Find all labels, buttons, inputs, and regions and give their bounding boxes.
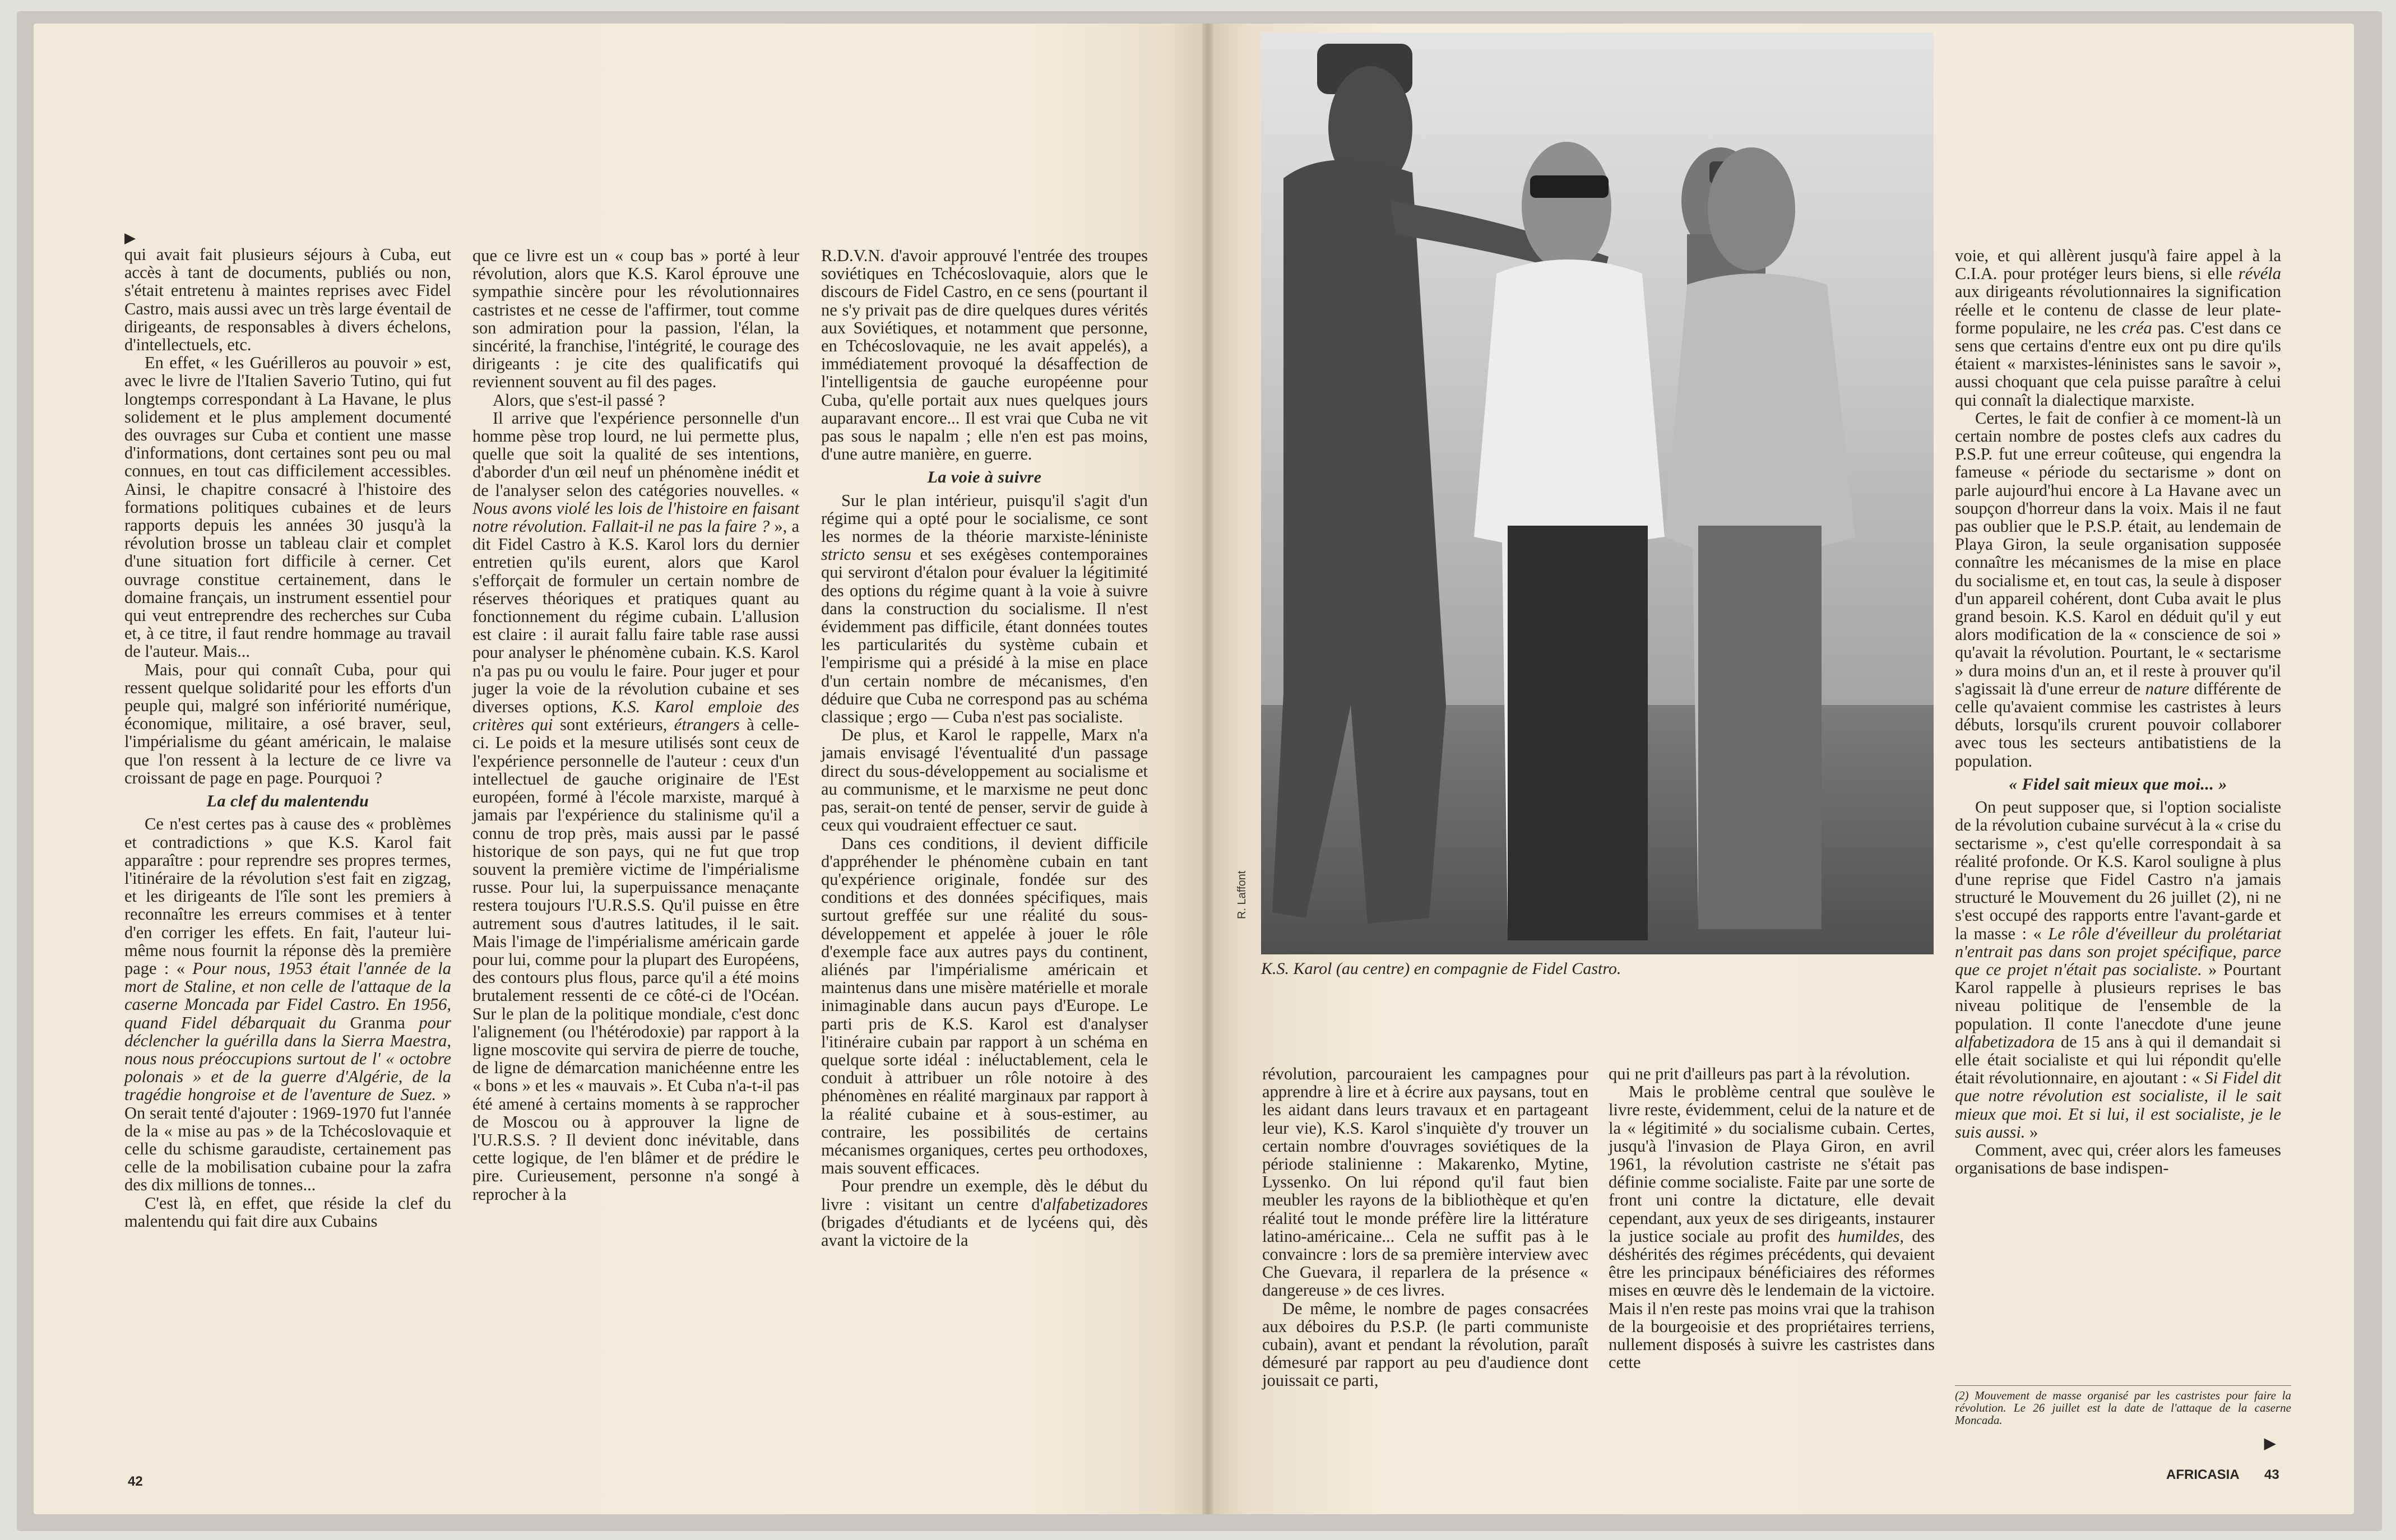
column-4 [1262, 1065, 1588, 1390]
column-1 [124, 231, 451, 1230]
binding-gutter [1202, 24, 1213, 1514]
photo-karol-castro [1261, 33, 1934, 954]
photo-credit: R. Laffont [1236, 870, 1248, 919]
paragraph: Ce n'est certes pas à cause des « problèmes et contradictions » que K.S. Karol fait apparaître : pour reprendre ses propres termes, l'itinéraire de la révolution s'est fait en zigzag, et les dirigeants de l'île sont les premiers à reconnaître les erreurs commises et à tenter d'en corriger les effets. En fait, l'auteur lui-même nous fournit la réponse dès la première page : « Pour nous, 1953 était l'année de la mort de Staline, et non celle de l'attaque de la caserne Moncada par Fidel Castro. En 1956, quand Fidel débarquait du Granma pour déclencher la guérilla dans la Sierra Maestra, nous nous préoccupions surtout de l' « octobre polonais » et de la guerre d'Algérie, de la tragédie hongroise et de l'aventure de Suez. » On serait tenté d'ajouter : 1969-1970 fut l'année de la « mise au pas » de la Tchécoslovaquie et celle du schisme garaudiste, certainement pas celle de la mobilisation cubaine pour la zafra des dix millions de tonnes... [124, 814, 452, 1195]
paragraph: qui avait fait plusieurs séjours à Cuba, eut accès à tant de documents, publiés ou non, s'était entretenu à maintes reprises avec Fidel Castro, mais aussi avec un très large éventail de dirigeants, de responsables à divers échelons, d'intellectuels, etc. [124, 245, 451, 355]
paragraph: qui ne prit d'ailleurs pas part à la révolution. [1609, 1064, 1911, 1083]
continuation-arrow-icon: ▶ [124, 230, 136, 246]
photo-illustration [1261, 33, 1934, 954]
paragraph: Sur le plan intérieur, puisqu'il s'agit d'un régime qui a opté pour le socialisme, ce sont les normes de la théorie marxiste-léniniste stricto sensu et ses exégèses contemporaines qui serviront d'étalon pour évaluer la légitimité des options du régime quant à la voie à suivre dans la construction du socialisme. Il n'est évidemment pas difficile, étant données toutes les particularités du système cubain et l'empirisme qui a présidé à la mise en place d'un certain nombre de mécanismes, d'en déduire que Cuba ne correspond pas au schéma classique ; ergo — Cuba n'est pas socialiste. [821, 490, 1148, 727]
paragraph: Comment, avec qui, créer alors les fameuses organisations de base indispen- [1955, 1140, 2281, 1178]
column-3 [821, 247, 1148, 1249]
section-heading: « Fidel sait mieux que moi... » [2009, 774, 2227, 794]
footnote: (2) Mouvement de masse organisé par les castristes pour faire la révolution. Le 26 juillet est la date de l'attaque de la caserne Moncada. [1955, 1385, 2291, 1426]
photo-caption: K.S. Karol (au centre) en compagnie de Fidel Castro. [1261, 959, 1621, 978]
paragraph: Il arrive que l'expérience personnelle d'un homme pèse trop lourd, ne lui permette plus, quelle que soit la qualité de ses intentions, d'aborder d'un œil neuf un phénomène inédit et de l'analyser selon des catégories nouvelles. « Nous avons violé les lois de l'histoire en faisant notre révolution. Fallait-il ne pas la faire ? », a dit Fidel Castro à K.S. Karol lors du dernier entretien qu'ils eurent, alors que Karol s'efforçait de formuler un certain nombre de réserves théoriques et pratiques quant au fonctionnement du régime cubain. L'allusion est claire : il aurait fallu faire table rase aussi pour analyser le phénomène cubain. K.S. Karol n'a pas pu ou voulu le faire. Pour juger et pour juger la voie de la révolution cubaine et ses diverses options, K.S. Karol emploie des critères qui sont extérieurs, étrangers à celle-ci. Le poids et la mesure utilisés sont ceux de l'expérience personnelle de l'auteur : ceux d'un intellectuel de gauche originaire de l'Est européen, formé à l'école marxiste, marqué à jamais par l'expérience du stalinisme qu'il a connu de trop près, mais aussi par le passé historique de son pays, qui ne fut que trop souvent la première victime de l'impérialisme russe. Pour lui, la superpuissance menaçante restera toujours l'U.R.S.S. Qu'il puisse en être autrement sous d'autres latitudes, il le sait. Mais l'image de l'impérialisme américain garde pour lui, comme pour la plupart des Européens, des contours plus flous, parce qu'il a été moins brutalement ressenti de ce côté-ci de l'Océan. Sur le plan de la politique mondiale, c'est donc l'alignement (ou l'hétérodoxie) par rapport à la ligne moscovite qui servira de pierre de touche, de ligne de démarcation manichéenne entre les « bons » et les « mauvais ». Et Cuba n'a-t-il pas été amené à certains moments à se rapprocher de Moscou ou à approuver la ligne de l'U.R.S.S. ? Il devient donc inévitable, dans cette logique, de l'en blâmer et de prédire le pire. Curieusement, personne n'a songé à reprocher à la [472, 408, 800, 1204]
paragraph: Mais le problème central que soulève le livre reste, évidemment, celui de la nature et de la « légitimité » du socialisme cubain. Certes, jusqu'à l'invasion de Playa Giron, en avril 1961, la révolution castriste ne s'était pas définie comme socialiste. Faite par une sorte de front uni contre la dictature, elle devait cependant, aux yeux de ses dirigeants, instaurer la justice sociale au profit des humildes, des déshérités des régimes précédents, qui devaient être les principaux bénéficiaires des réformes mises en œuvre dès le lendemain de la victoire. Mais il n'en reste pas moins vrai que la trahison de la bourgeoisie et des propriétaires terriens, nullement disposés à suivre les castristes dans cette [1609, 1082, 1935, 1372]
paragraph: En effet, « les Guérilleros au pouvoir » est, avec le livre de l'Italien Saverio Tutino, qui fut longtemps correspondant à La Havane, le plus solidement et le plus amplement documenté des ouvrages sur Cuba et contient une masse d'informations, dont certaines sont peu ou mal connues, en tout cas difficilement accessibles. Ainsi, le chapitre consacré à l'histoire des formations politiques cubaines et de leurs rapports depuis les années 30 jusqu'à la révolution brosse un tableau clair et complet d'une situation fort difficile à cerner. Cet ouvrage constitue certainement, dans le domaine français, un instrument essentiel pour qui veut entreprendre des recherches sur Cuba et, à ce titre, il faut rendre hommage au travail de l'auteur. Mais... [124, 353, 451, 661]
column-5 [1609, 1065, 1935, 1371]
continuation-arrow-icon: ▶ [2264, 1435, 2275, 1451]
paragraph: C'est là, en effet, que réside la clef du malentendu qui fait dire aux Cubains [124, 1193, 451, 1231]
paragraph: Pour prendre un exemple, dès le début du livre : visitant un centre d'alfabetizadores (brigades d'étudiants et de lycéens qui, dès avant la victoire de la [821, 1176, 1148, 1250]
paragraph: Certes, le fait de confier à ce moment-là un certain nombre de postes clefs aux cadres du P.S.P. fut une erreur coûteuse, qui engendra la fameuse « période du sectarisme » dont on parle aujourd'hui encore à La Havane avec un soupçon d'horreur dans la voix. Mais il ne faut pas oublier que le P.S.P. était, au lendemain de Playa Giron, la seule organisation supposée connaître les mécanismes de la mise en place du socialisme et, en tout cas, la seule à disposer d'un appareil cohérent, dont Cuba avait le plus grand besoin. K.S. Karol en déduit qu'il y eut alors modification de la « conscience de soi » qu'avait la révolution. Pourtant, le « sectarisme » dura moins d'un an, et il reste à prouver qu'il s'agissait là d'une erreur de nature différente de celle qu'avaient commise les castristes à leurs débuts, lorsqu'ils crurent pouvoir collaborer avec tous les secteurs antibatistiens de la population. [1955, 408, 2281, 771]
paragraph: On peut supposer que, si l'option socialiste de la révolution cubaine survécut à la « crise du sectarisme », c'est qu'elle correspondait à sa réalité profonde. Or K.S. Karol souligne à plus d'une reprise que Fidel Castro n'a jamais structuré le Mouvement du 26 juillet (2), ni ne s'est occupé des rapports entre l'avant-garde et la masse : « Le rôle d'éveilleur du prolétariat n'entrait pas dans son projet spécifique, parce que ce projet n'était pas socialiste. » Pourtant Karol rappelle à plusieurs reprises le bas niveau politique de l'ensemble de la population. Il conte l'anecdote d'une jeune alfabetizadora de 15 ans à qui il demandait si elle était socialiste et qui lui répondit qu'elle était révolutionnaire, en ajoutant : « Si Fidel dit que notre révolution est socialiste, il le sait mieux que moi. Et si lui, il est socialiste, je le suis aussi. » [1955, 797, 2282, 1142]
magazine-name: AFRICASIA [2166, 1467, 2240, 1482]
paragraph: Mais, pour qui connaît Cuba, pour qui ressent quelque solidarité pour les efforts d'un peuple qui, malgré son infériorité numérique, économique, militaire, a osé braver, seul, l'impérialisme du géant américain, le malaise que l'on ressent à la lecture de ce livre va croissant de page en page. Pourquoi ? [124, 660, 451, 787]
paragraph: De même, le nombre de pages consacrées aux déboires du P.S.P. (le parti communiste cubain), avant et pendant la révolution, paraît démesuré par rapport au peu d'audience dont jouissait ce parti, [1262, 1298, 1588, 1390]
column-2 [472, 247, 799, 1203]
paragraph: De plus, et Karol le rappelle, Marx n'a jamais envisagé l'éventualité d'un passage direct du sous-développement au socialisme et au communisme, et le marxisme ne peut donc pas, serait-on tenté de penser, servir de guide à ceux qui voudraient effectuer ce saut. [821, 725, 1148, 835]
paragraph: Dans ces conditions, il devient difficile d'appréhender le phénomène cubain en tant qu'expérience originale, fondée sur des conditions et des données spécifiques, mais surtout greffée sur une réalité du sous-développement et appelée à jouer le rôle d'exemple face aux autres pays du continent, aliénés par l'impérialisme américain et maintenus dans une misère matérielle et morale inimaginable dans aucun pays d'Europe. Le parti pris de K.S. Karol est d'analyser l'itinéraire cubain par rapport à un schéma en quelque sorte idéal : inéluctablement, cela le conduit à attribuer un rôle notoire à des phénomènes en réalité marginaux par rapport à la réalité cubaine et à sous-estimer, au contraire, les possibilités de certains mécanismes organiques, certes peu orthodoxes, mais souvent efficaces. [821, 833, 1148, 1178]
page-number: 43 [2264, 1467, 2279, 1482]
paragraph: voie, et qui allèrent jusqu'à faire appel à la C.I.A. pour protéger leurs biens, si elle révéla aux dirigeants révolutionnaires la signification réelle et le contenu de classe de leur plate-forme populaire, ne les créa pas. C'est dans ce sens que certains d'entre eux ont pu dire qu'ils étaient « marxistes-léninistes sans le savoir », aussi choquant que cela puisse paraître à celui qui connaît la dialectique marxiste. [1955, 246, 2282, 410]
section-heading: La voie à suivre [927, 468, 1042, 487]
paragraph: Alors, que s'est-il passé ? [493, 390, 665, 410]
column-6 [1955, 247, 2281, 1177]
section-heading: La clef du malentendu [206, 792, 369, 811]
paragraph: R.D.V.N. d'avoir approuvé l'entrée des troupes soviétiques en Tchécoslovaquie, alors que le discours de Fidel Castro, en ce sens (pourtant il ne s'y privait pas de dire quelques dures vérités aux Soviétiques, et notamment que personne, en Tchécoslovaquie, ne les avait appelés), a immédiatement provoqué la désaffection de l'intelligentsia de gauche européenne pour Cuba, qu'elle portait aux nues quelques jours auparavant encore... Il est vrai que Cuba ne vit pas sous le napalm ; elle n'en est pas moins, d'une autre manière, en guerre. [821, 246, 1148, 464]
page-number: 42 [128, 1474, 143, 1489]
paragraph: révolution, parcouraient les campagnes pour apprendre à lire et à écrire aux paysans, tout en les aidant dans leurs travaux et en partageant leur vie), K.S. Karol s'inquiète d'y trouver un certain nombre d'ouvrages soviétiques de la période stalinienne : Makarenko, Mytine, Lyssenko. On lui répond qu'il faut bien meubler les rayons de la bibliothèque et qu'en réalité tout le monde préfère lire la littérature latino-américaine... Cela ne suffit pas à le convaincre : lors de sa première interview avec Che Guevara, il reparlera de la présence « dangereuse » de ces livres. [1262, 1064, 1588, 1300]
paragraph: que ce livre est un « coup bas » porté à leur révolution, alors que K.S. Karol éprouve une sympathie sincère pour les révolutionnaires castristes et ne cesse de l'affirmer, tout comme son admiration pour la passion, l'élan, la sincérité, la franchise, l'intégrité, le courage des dirigeants : je cite des qualificatifs qui reviennent souvent au fil des pages. [472, 246, 799, 392]
